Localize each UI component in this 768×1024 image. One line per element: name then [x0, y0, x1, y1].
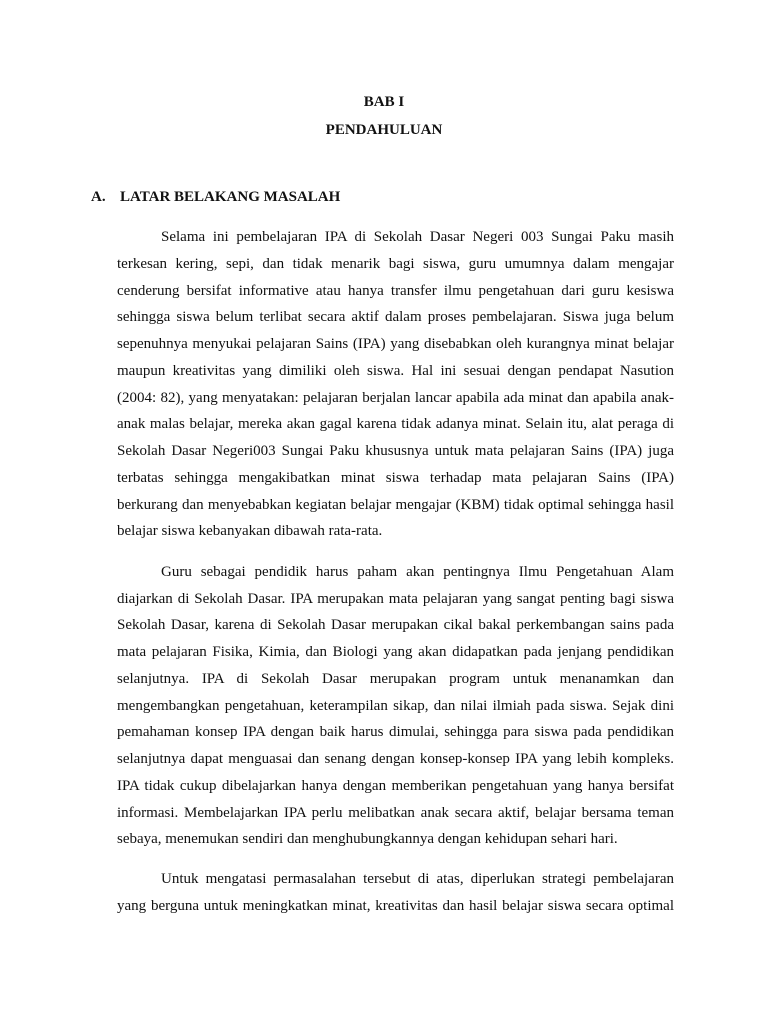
paragraph-line: maupun kreativitas yang dimiliki oleh siswa. Hal ini sesuai dengan pendapat Nasution [117, 363, 674, 379]
paragraph-line: selanjutnya. IPA di Sekolah Dasar merupakan program untuk menanamkan dan [117, 671, 674, 687]
paragraph-line: Sekolah Dasar Negeri003 Sungai Paku khususnya untuk mata pelajaran Sains (IPA) juga [117, 443, 674, 459]
paragraph-line: mengembangkan pengetahuan, keterampilan sikap, dan nilai ilmiah pada siswa. Sejak dini [117, 698, 674, 714]
chapter-number: BAB I [363, 94, 405, 110]
section-heading [91, 187, 340, 207]
paragraph-line: mata pelajaran Fisika, Kimia, dan Biologi yang akan didapatkan pada jenjang pendidikan [117, 644, 674, 660]
paragraph-line: yang berguna untuk meningkatkan minat, kreativitas dan hasil belajar siswa secara optimal [117, 898, 674, 914]
paragraph-line: selanjutnya dapat menguasai dan senang dengan konsep-konsep IPA yang lebih kompleks. [117, 751, 674, 767]
paragraph-line: sepenuhnya menyukai pelajaran Sains (IPA) yang disebabkan oleh kurangnya minat belajar [117, 336, 674, 352]
paragraph-line: (2004: 82), yang menyatakan: pelajaran berjalan lancar apabila ada minat dan apabila anak- [117, 390, 674, 406]
paragraph-line: sehingga siswa belum terlibat secara aktif dalam proses pembelajaran. Siswa juga belum [117, 309, 674, 325]
paragraph-line: sebaya, menemukan sendiri dan menghubungkannya dengan kehidupan sehari hari. [117, 831, 618, 847]
paragraph-line: anak malas belajar, mereka akan gagal karena tidak adanya minat. Selain itu, alat peraga di [117, 416, 674, 432]
section-letter: A. [91, 189, 106, 205]
paragraph-line: Selama ini pembelajaran IPA di Sekolah Dasar Negeri 003 Sungai Paku masih [161, 229, 674, 245]
paragraph-line: Guru sebagai pendidik harus paham akan pentingnya Ilmu Pengetahuan Alam [161, 564, 674, 580]
paragraph-line: informasi. Membelajarkan IPA perlu melibatkan anak secara aktif, belajar bersama teman [117, 805, 674, 821]
paragraph-line: berkurang dan menyebabkan kegiatan belajar mengajar (KBM) tidak optimal sehingga hasil [117, 497, 674, 513]
paragraph-line: belajar siswa kebanyakan dibawah rata-rata. [117, 523, 383, 539]
paragraph-line: Sekolah Dasar, karena di Sekolah Dasar merupakan cikal bakal perkembangan sains pada [117, 617, 674, 633]
paragraph-line: Untuk mengatasi permasalahan tersebut di atas, diperlukan strategi pembelajaran [161, 871, 674, 887]
paragraph-line: terkesan kering, sepi, dan tidak menarik bagi siswa, guru umumnya dalam mengajar [117, 256, 674, 272]
paragraph-line: terbatas sehingga mengakibatkan minat siswa terhadap mata pelajaran Sains (IPA) [117, 470, 674, 486]
chapter-title: PENDAHULUAN [325, 122, 443, 138]
paragraph-line: cenderung bersifat informative atau hanya transfer ilmu pengetahuan dari guru kesiswa [117, 283, 674, 299]
paragraph-line: IPA tidak cukup dibelajarkan hanya dengan memberikan pengetahuan yang hanya bersifat [117, 778, 674, 794]
section-title: LATAR BELAKANG MASALAH [120, 189, 341, 205]
paragraph-line: diajarkan di Sekolah Dasar. IPA merupakan mata pelajaran yang sangat penting bagi siswa [117, 591, 674, 607]
paragraph-line: pemahaman konsep IPA dengan baik harus dimulai, sehingga para siswa pada pendidikan [117, 724, 674, 740]
